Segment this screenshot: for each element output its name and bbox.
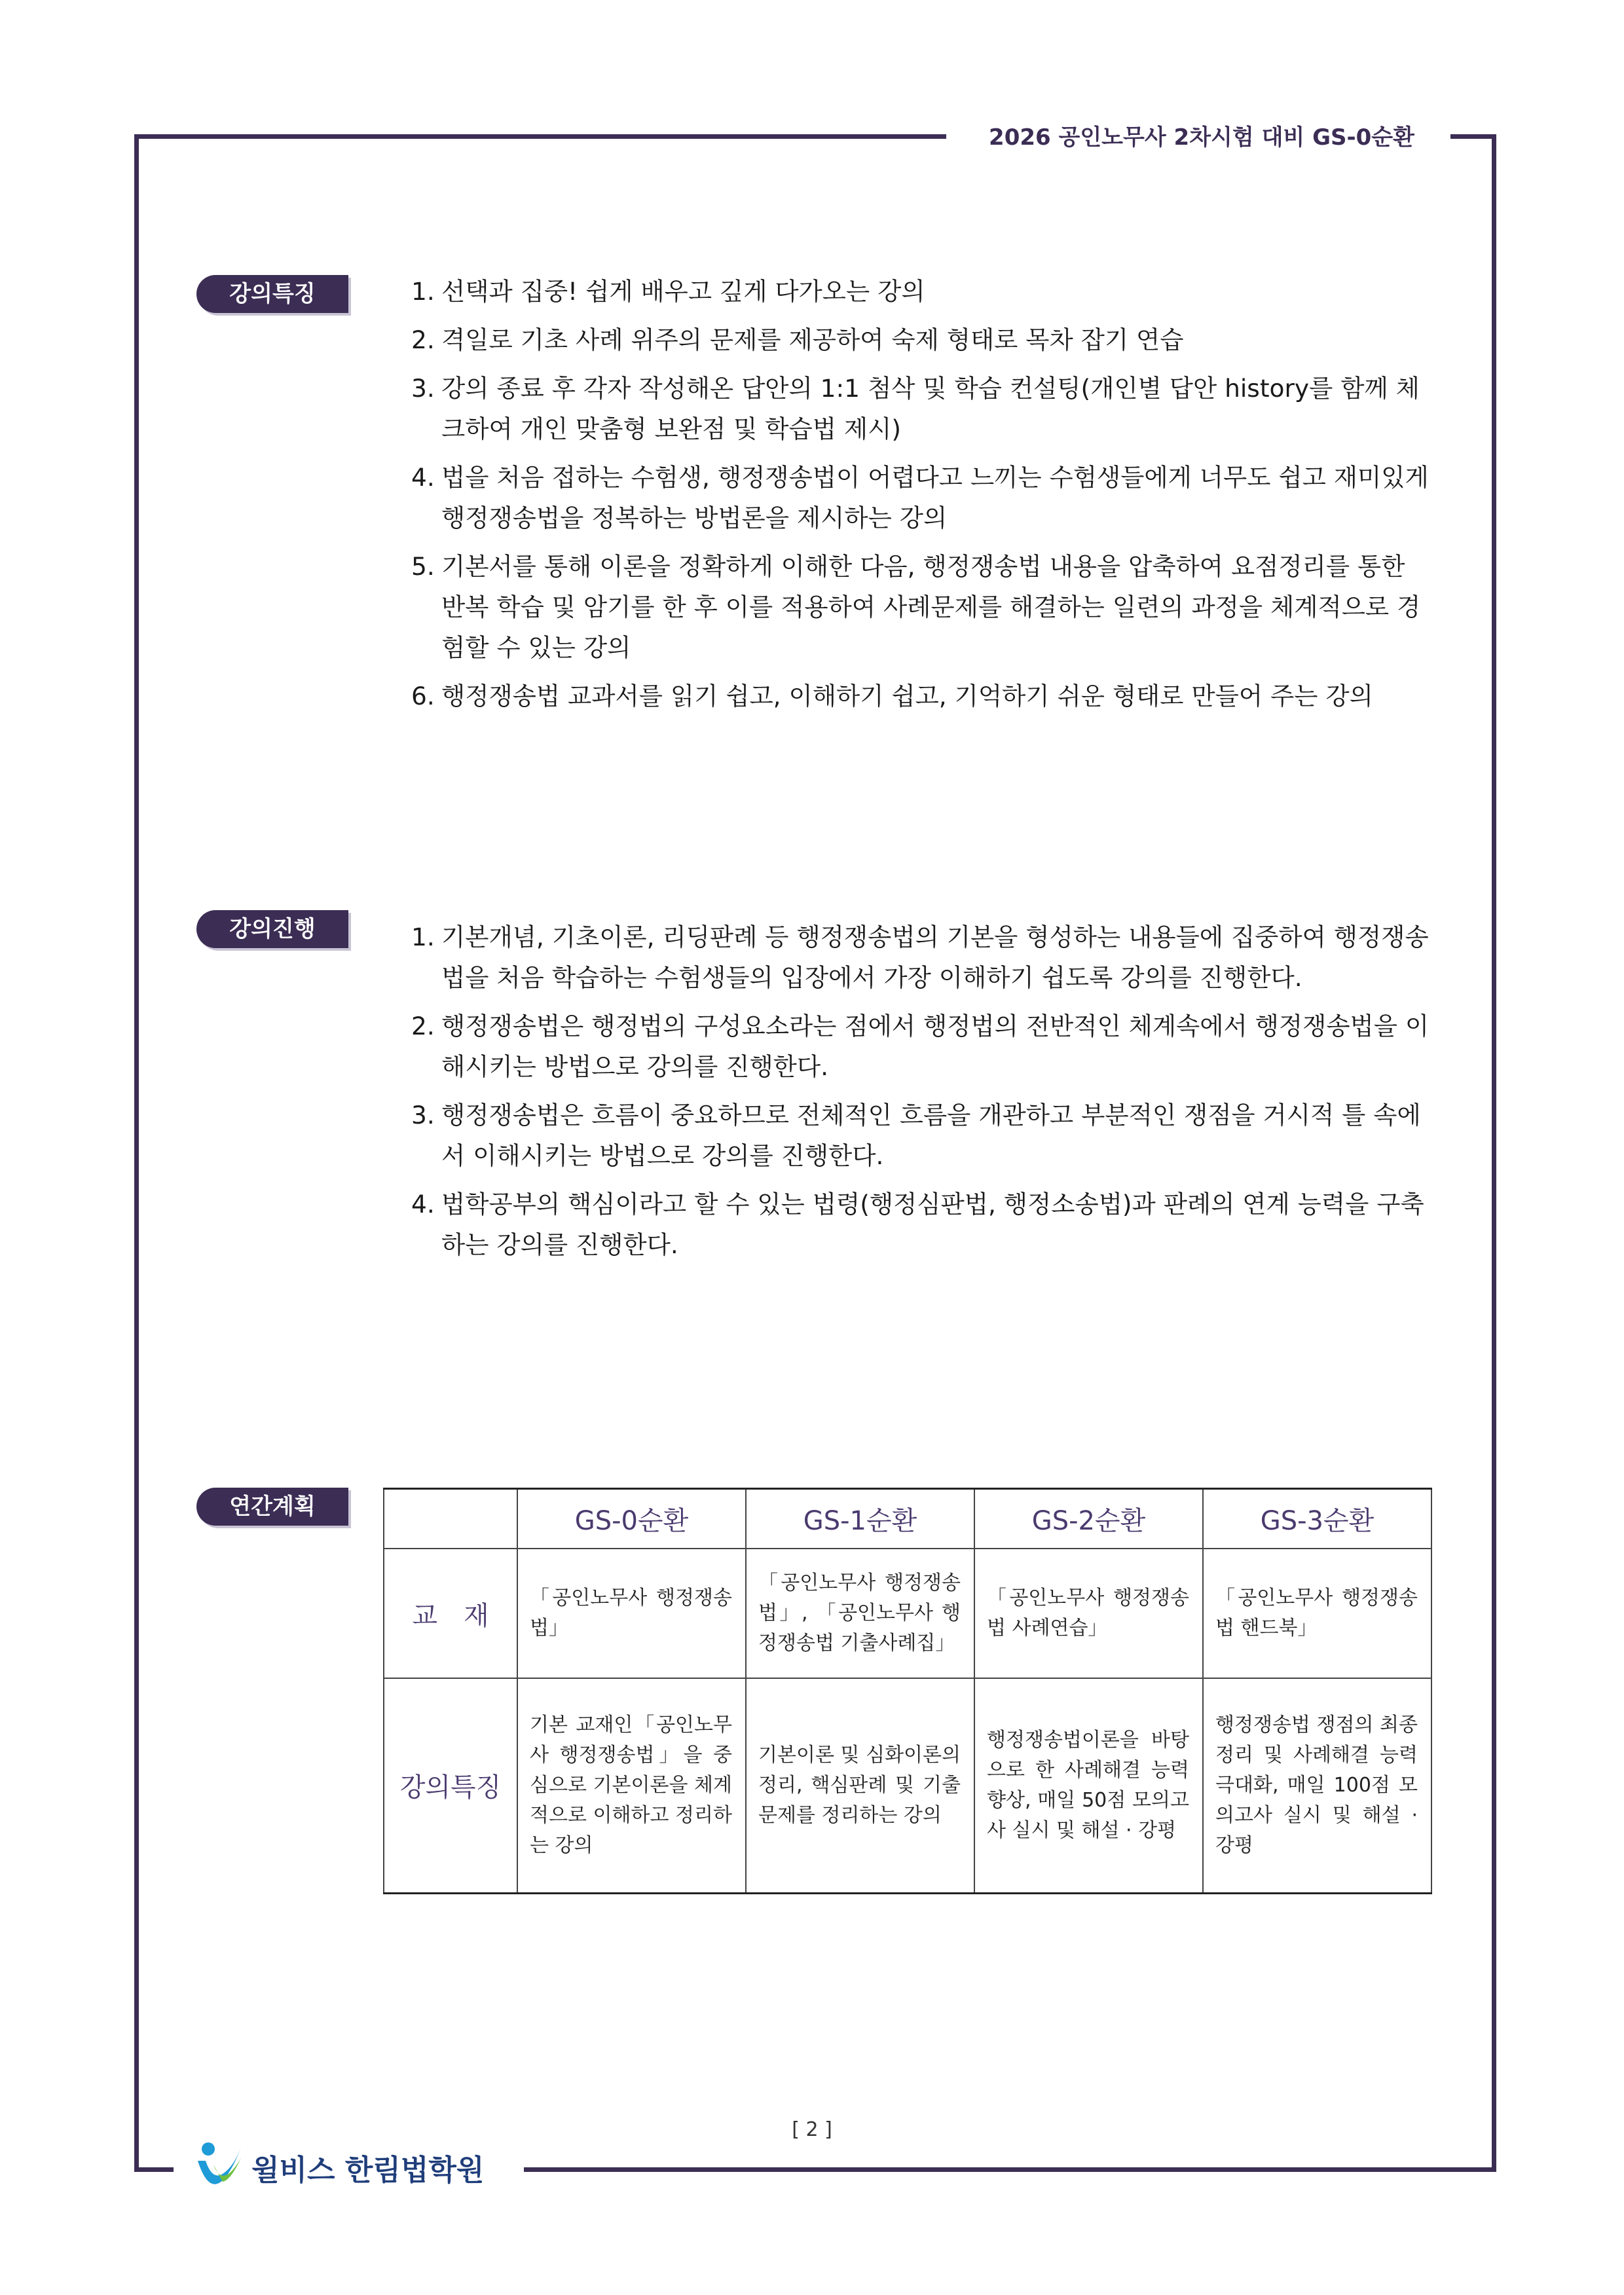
table-header-row	[384, 1489, 1431, 1549]
item-text: 법학공부의 핵심이라고 할 수 있는 법령(행정심판법, 행정소송법)과 판례의 연계 능력을 구축하는 강의를 진행한다.	[441, 1190, 1424, 1259]
willbes-logo-icon	[194, 2135, 245, 2194]
brand-logo	[194, 2135, 521, 2200]
table-cell: 「공인노무사 행정쟁송법 사례연습」	[974, 1549, 1203, 1678]
list-item	[411, 676, 1433, 716]
item-text: 행정쟁송법은 행정법의 구성요소라는 점에서 행정법의 전반적인 체계속에서 행정쟁송법을 이해시키는 방법으로 강의를 진행한다.	[441, 1012, 1430, 1081]
table-corner-cell	[384, 1489, 517, 1549]
progress-list	[411, 917, 1433, 1273]
table-cell: 행정쟁송법이론을 바탕으로 한 사례해결 능력 향상, 매일 50점 모의고사 실시 및 해설 · 강평	[974, 1678, 1203, 1893]
list-item	[411, 320, 1433, 360]
table-cell: 기본 교재인「공인노무사 행정쟁송법」을 중심으로 기본이론을 체계적으로 이해하고 정리하는 강의	[517, 1678, 746, 1893]
annual-plan-table	[383, 1488, 1432, 1894]
list-item	[411, 546, 1433, 668]
list-item	[411, 368, 1433, 449]
frame-right-border	[1492, 134, 1496, 2171]
frame-bottom-line-left	[134, 2167, 174, 2172]
table-row	[384, 1678, 1431, 1893]
item-text: 법을 처음 접하는 수험생, 행정쟁송법이 어렵다고 느끼는 수험생들에게 너무도 쉽고 재미있게 행정쟁송법을 정복하는 방법론을 제시하는 강의	[441, 463, 1429, 532]
list-item	[411, 271, 1433, 312]
page-header-title: 2026 공인노무사 2차시험 대비 GS-0순환	[989, 124, 1414, 151]
column-header: GS-3순환	[1203, 1489, 1431, 1549]
row-header: 교 재	[384, 1549, 517, 1678]
item-number: 6.	[411, 682, 435, 710]
frame-top-line-left	[134, 134, 946, 139]
item-text: 기본개념, 기초이론, 리딩판례 등 행정쟁송법의 기본을 형성하는 내용들에 집중하여 행정쟁송법을 처음 학습하는 수험생들의 입장에서 가장 이해하기 쉽도록 강의를 진행한다.	[441, 923, 1429, 992]
item-number: 3.	[411, 374, 435, 403]
table-row	[384, 1549, 1431, 1678]
frame-left-border	[134, 134, 139, 2171]
features-list	[411, 271, 1433, 724]
table-cell: 「공인노무사 행정쟁송법」, 「공인노무사 행정쟁송법 기출사례집」	[746, 1549, 974, 1678]
list-item	[411, 1095, 1433, 1176]
section-badge-annual: 연간계획	[196, 1488, 348, 1526]
item-number: 1.	[411, 277, 435, 306]
section-badge-progress: 강의진행	[196, 910, 348, 948]
item-number: 1.	[411, 923, 435, 951]
column-header: GS-1순환	[746, 1489, 974, 1549]
item-text: 격일로 기초 사례 위주의 문제를 제공하여 숙제 형태로 목차 잡기 연습	[441, 325, 1184, 354]
table-cell: 「공인노무사 행정쟁송법 핸드북」	[1203, 1549, 1431, 1678]
item-text: 행정쟁송법은 흐름이 중요하므로 전체적인 흐름을 개관하고 부분적인 쟁점을 거시적 틀 속에서 이해시키는 방법으로 강의를 진행한다.	[441, 1101, 1421, 1170]
item-number: 3.	[411, 1101, 435, 1129]
list-item	[411, 1006, 1433, 1087]
row-header: 강의특징	[384, 1678, 517, 1893]
table-cell: 「공인노무사 행정쟁송법」	[517, 1549, 746, 1678]
item-number: 4.	[411, 1190, 435, 1219]
table-cell: 기본이론 및 심화이론의 정리, 핵심판례 및 기출문제를 정리하는 강의	[746, 1678, 974, 1893]
logo-text: 윌비스 한림법학원	[251, 2154, 485, 2187]
page-number: [ 2 ]	[792, 2118, 832, 2141]
table-cell: 행정쟁송법 쟁점의 최종정리 및 사례해결 능력 극대화, 매일 100점 모의고사 실시 및 해설 · 강평	[1203, 1678, 1431, 1893]
column-header: GS-2순환	[974, 1489, 1203, 1549]
item-number: 4.	[411, 463, 435, 492]
item-text: 행정쟁송법 교과서를 읽기 쉽고, 이해하기 쉽고, 기억하기 쉬운 형태로 만들어 주는 강의	[441, 682, 1373, 710]
item-number: 2.	[411, 325, 435, 354]
item-number: 2.	[411, 1012, 435, 1040]
item-number: 5.	[411, 552, 435, 581]
column-header: GS-0순환	[517, 1489, 746, 1549]
frame-top-line-right	[1450, 134, 1496, 139]
list-item	[411, 1184, 1433, 1265]
item-text: 선택과 집중! 쉽게 배우고 깊게 다가오는 강의	[441, 277, 925, 306]
frame-bottom-line-right	[524, 2167, 1496, 2172]
item-text: 기본서를 통해 이론을 정확하게 이해한 다음, 행정쟁송법 내용을 압축하여 요점정리를 통한 반복 학습 및 암기를 한 후 이를 적용하여 사례문제를 해결하는 일련의 과정을 체계적으로 경험할 수 있는 강의	[441, 552, 1421, 662]
list-item	[411, 457, 1433, 538]
section-badge-features: 강의특징	[196, 275, 348, 313]
item-text: 강의 종료 후 각자 작성해온 답안의 1:1 첨삭 및 학습 컨설팅(개인별 답안 history를 함께 체크하여 개인 맞춤형 보완점 및 학습법 제시)	[441, 374, 1420, 443]
list-item	[411, 917, 1433, 998]
